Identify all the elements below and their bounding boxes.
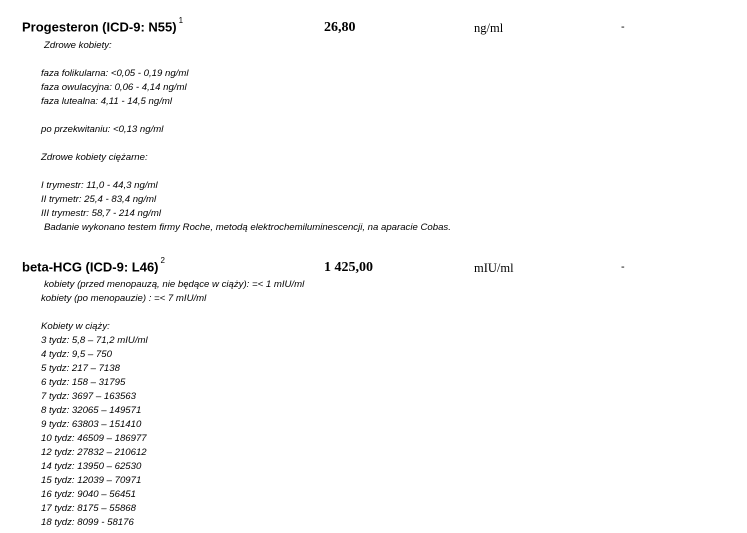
reference-note: 12 tydz: 27832 – 210612 bbox=[41, 447, 147, 458]
method-note: Badanie wykonano testem firmy Roche, metodą elektrochemiluminescencji, na aparacie Cobas. bbox=[44, 222, 451, 233]
reference-note: 4 tydz: 9,5 – 750 bbox=[41, 349, 112, 360]
test-flag: - bbox=[621, 21, 625, 33]
test-flag: - bbox=[621, 261, 625, 273]
reference-note: 3 tydz: 5,8 – 71,2 mIU/ml bbox=[41, 335, 148, 346]
reference-note: faza owulacyjna: 0,06 - 4,14 ng/ml bbox=[41, 82, 187, 93]
reference-note: po przekwitaniu: <0,13 ng/ml bbox=[41, 124, 164, 135]
reference-note: I trymestr: 11,0 - 44,3 ng/ml bbox=[41, 180, 158, 191]
reference-note: kobiety (przed menopauzą, nie będące w ciąży): =< 1 mIU/ml bbox=[44, 279, 305, 290]
reference-note: 15 tydz: 12039 – 70971 bbox=[41, 475, 142, 486]
reference-note: faza lutealna: 4,11 - 14,5 ng/ml bbox=[41, 96, 173, 107]
footnote-marker: 1 bbox=[178, 16, 184, 25]
test-value: 1 425,00 bbox=[324, 260, 373, 275]
reference-note: 8 tydz: 32065 – 149571 bbox=[41, 405, 142, 416]
test-name: beta-HCG (ICD-9: L46) $^2$ bbox=[22, 256, 165, 275]
reference-note: Kobiety w ciąży: bbox=[41, 321, 110, 332]
reference-note: kobiety (po menopauzie) : =< 7 mIU/ml bbox=[41, 293, 207, 304]
reference-note: Zdrowe kobiety: bbox=[44, 40, 112, 51]
reference-note: 10 tydz: 46509 – 186977 bbox=[41, 433, 147, 444]
reference-note: 18 tydz: 8099 - 58176 bbox=[41, 517, 134, 528]
reference-note: II trymetr: 25,4 - 83,4 ng/ml bbox=[41, 194, 157, 205]
reference-note: 14 tydz: 13950 – 62530 bbox=[41, 461, 142, 472]
reference-note: 5 tydz: 217 – 7138 bbox=[41, 363, 120, 374]
reference-note: 6 tydz: 158 – 31795 bbox=[41, 377, 126, 388]
footnote-marker: 2 bbox=[160, 256, 165, 265]
test-unit: ng/ml bbox=[474, 21, 504, 35]
reference-note: 16 tydz: 9040 – 56451 bbox=[41, 489, 136, 500]
test-value: 26,80 bbox=[324, 20, 356, 35]
reference-note: 9 tydz: 63803 – 151410 bbox=[41, 419, 142, 430]
reference-note: 17 tydz: 8175 – 55868 bbox=[41, 503, 136, 514]
reference-note: III trymestr: 58,7 - 214 ng/ml bbox=[41, 208, 161, 219]
test-name: Progesteron (ICD-9: N55) $^1$ bbox=[22, 16, 184, 35]
reference-note: Zdrowe kobiety ciężarne: bbox=[41, 152, 148, 163]
reference-note: faza folikularna: <0,05 - 0,19 ng/ml bbox=[41, 68, 189, 79]
reference-note: 7 tydz: 3697 – 163563 bbox=[41, 391, 136, 402]
test-unit: mIU/ml bbox=[474, 261, 514, 275]
